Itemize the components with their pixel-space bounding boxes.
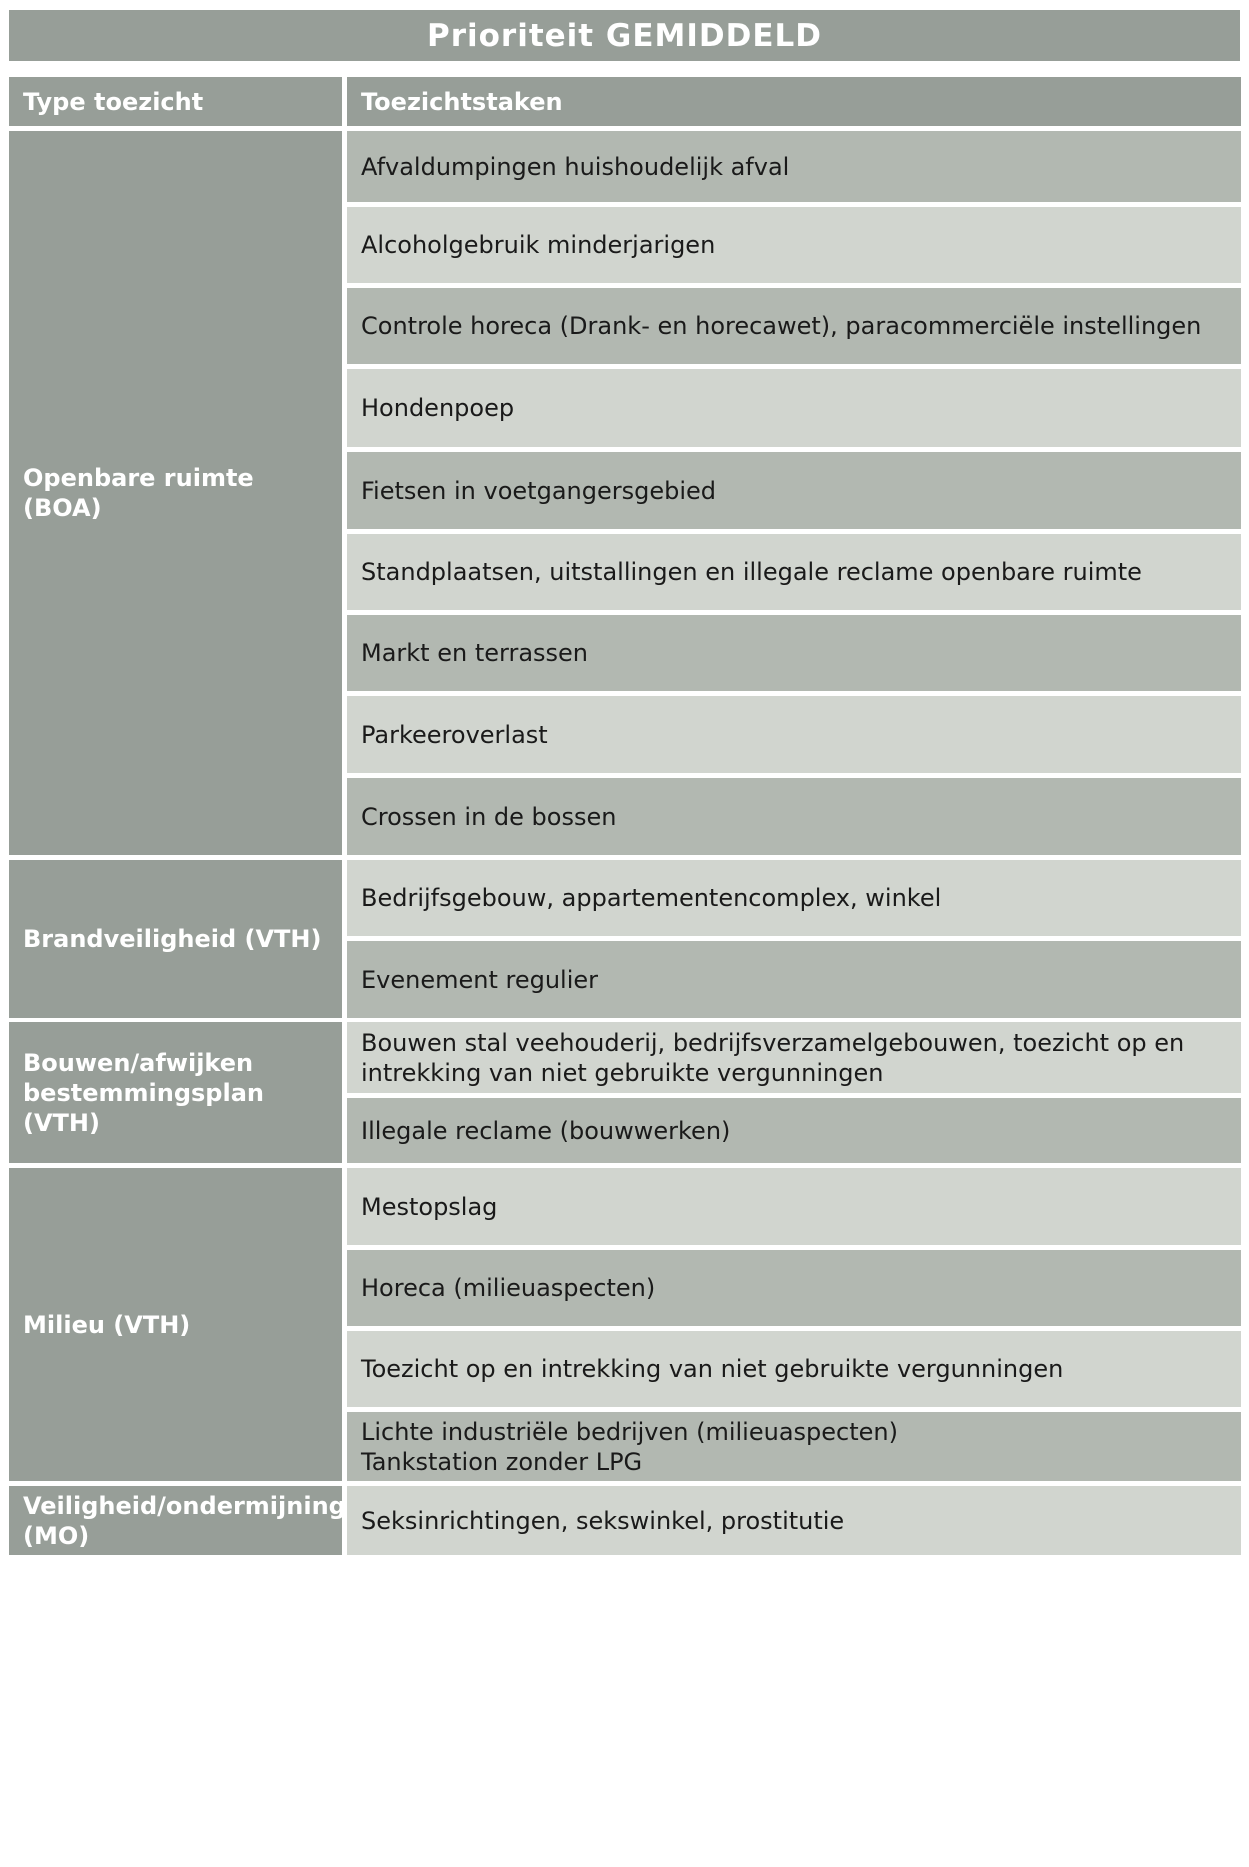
task-cell <box>347 369 1241 447</box>
task-label: Hondenpoep <box>361 394 515 422</box>
task-label: Evenement regulier <box>361 965 599 994</box>
task-label: Horeca (milieuaspecten) <box>361 1274 656 1302</box>
category-label: Brandveiligheid (VTH) <box>23 925 322 953</box>
table-title: Prioriteit GEMIDDELD <box>9 10 1240 61</box>
task-cell <box>347 941 1241 1018</box>
category-veiligheid <box>9 1486 346 1555</box>
task-cell <box>347 207 1241 283</box>
task-label: Crossen in de bossen <box>361 802 617 831</box>
task-cell <box>347 778 1241 855</box>
task-cell <box>347 1412 1241 1481</box>
task-cell <box>347 615 1241 691</box>
header-type-toezicht <box>9 77 342 126</box>
category-brandveiligheid <box>9 860 342 1018</box>
category-openbare-ruimte <box>9 131 342 855</box>
category-label: Openbare ruimte (BOA) <box>23 464 254 522</box>
task-cell <box>347 1331 1241 1407</box>
task-label: Seksinrichtingen, sekswinkel, prostitutie <box>361 1506 845 1535</box>
task-label: Illegale reclame (bouwwerken) <box>361 1116 731 1145</box>
task-cell <box>347 1098 1241 1163</box>
task-cell <box>347 1250 1241 1326</box>
category-label: Bouwen/afwijken bestemmingsplan (VTH) <box>23 1048 264 1137</box>
task-cell <box>347 860 1241 936</box>
header-toezichtstaken <box>347 77 1241 126</box>
task-cell <box>347 1168 1241 1245</box>
task-label: Afvaldumpingen huishoudelijk afval <box>361 152 790 181</box>
task-label: Parkeeroverlast <box>361 720 548 749</box>
category-milieu <box>9 1168 342 1481</box>
task-label: Bedrijfsgebouw, appartementencomplex, winkel <box>361 884 942 912</box>
task-cell <box>347 131 1241 202</box>
task-label: Alcoholgebruik minderjarigen <box>361 231 716 259</box>
task-label: Markt en terrassen <box>361 639 589 667</box>
task-cell <box>347 696 1241 773</box>
task-cell <box>347 1022 1241 1093</box>
task-cell <box>347 1486 1241 1555</box>
task-label: Fietsen in voetgangersgebied <box>361 476 717 505</box>
task-label: Standplaatsen, uitstallingen en illegale reclame openbare ruimte <box>361 558 1142 586</box>
task-label: Bouwen stal veehouderij, bedrijfsverzamelgebouwen, toezicht op en intrekking van niet gebruikte vergunningen <box>361 1028 1185 1087</box>
task-label: Mestopslag <box>361 1192 498 1221</box>
task-label: Controle horeca (Drank- en horecawet), paracommerciële instellingen <box>361 312 1202 340</box>
task-label: Lichte industriële bedrijven (milieuaspecten) Tankstation zonder LPG <box>361 1417 898 1476</box>
task-label: Toezicht op en intrekking van niet gebruikte vergunningen <box>361 1355 1064 1383</box>
header-toezichtstaken-label: Toezichtstaken <box>361 87 563 116</box>
task-cell <box>347 452 1241 529</box>
category-label: Veiligheid/ondermijning (MO) <box>23 1491 346 1550</box>
category-label: Milieu (VTH) <box>23 1310 191 1339</box>
task-cell <box>347 288 1241 364</box>
task-cell <box>347 534 1241 610</box>
category-bouwen <box>9 1022 342 1163</box>
header-type-toezicht-label: Type toezicht <box>23 87 204 116</box>
